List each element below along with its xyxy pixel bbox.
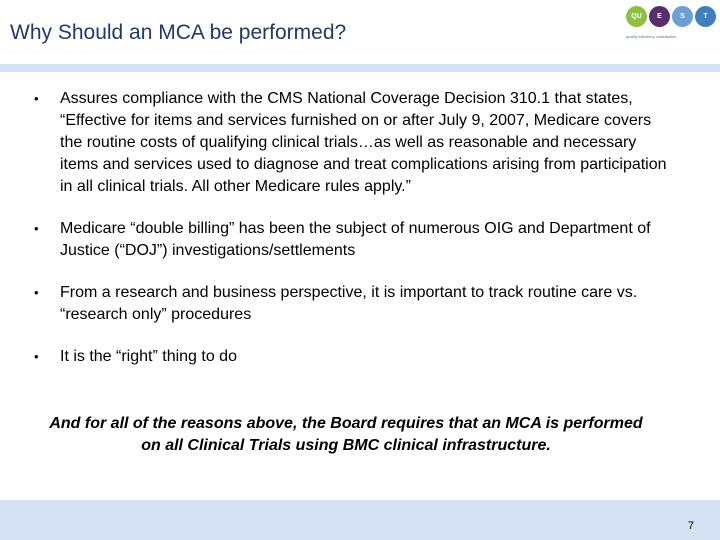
logo-letter-e: E: [649, 6, 670, 27]
logo-letter-qu: QU: [626, 6, 647, 27]
bullet-text: Medicare “double billing” has been the subject of numerous OIG and Department of Justice (“DOJ”) investigations/settlements: [60, 220, 651, 259]
bullet-item: [34, 346, 674, 368]
footer-band: [0, 500, 720, 540]
bullet-item: [34, 282, 674, 326]
bullet-text: Assures compliance with the CMS National Coverage Decision 310.1 that states, “Effective for items and services furnished on or after July 9, 2007, Medicare covers the routine costs of qualifying clinical trials…as well as reasonable and necessary items and services used to diagnose and treat complications arising from participation in all clinical trials. All other Medicare rules apply.”: [60, 90, 667, 195]
logo-letter-s: S: [672, 6, 693, 27]
bullet-marker: •: [34, 221, 39, 236]
bullet-text: From a research and business perspective, it is important to track routine care vs. “research only” procedures: [60, 284, 638, 323]
page-number: 7: [687, 520, 694, 532]
bullet-marker: •: [34, 91, 39, 106]
header-divider-band: [0, 64, 720, 72]
bullet-item: [34, 218, 674, 262]
slide-title: Why Should an MCA be performed?: [10, 21, 347, 44]
bullet-list: [34, 88, 674, 388]
logo-letter-t: T: [695, 6, 716, 27]
bullet-marker: •: [34, 349, 39, 364]
bullet-marker: •: [34, 285, 39, 300]
quest-logo: [626, 4, 716, 44]
conclusion-statement: And for all of the reasons above, the Board requires that an MCA is performed on all Clinical Trials using BMC clinical infrastructure.: [49, 415, 643, 454]
bullet-text: It is the “right” thing to do: [60, 348, 237, 365]
bullet-item: [34, 88, 674, 198]
logo-tagline: quality efficiency satisfaction: [626, 34, 677, 39]
